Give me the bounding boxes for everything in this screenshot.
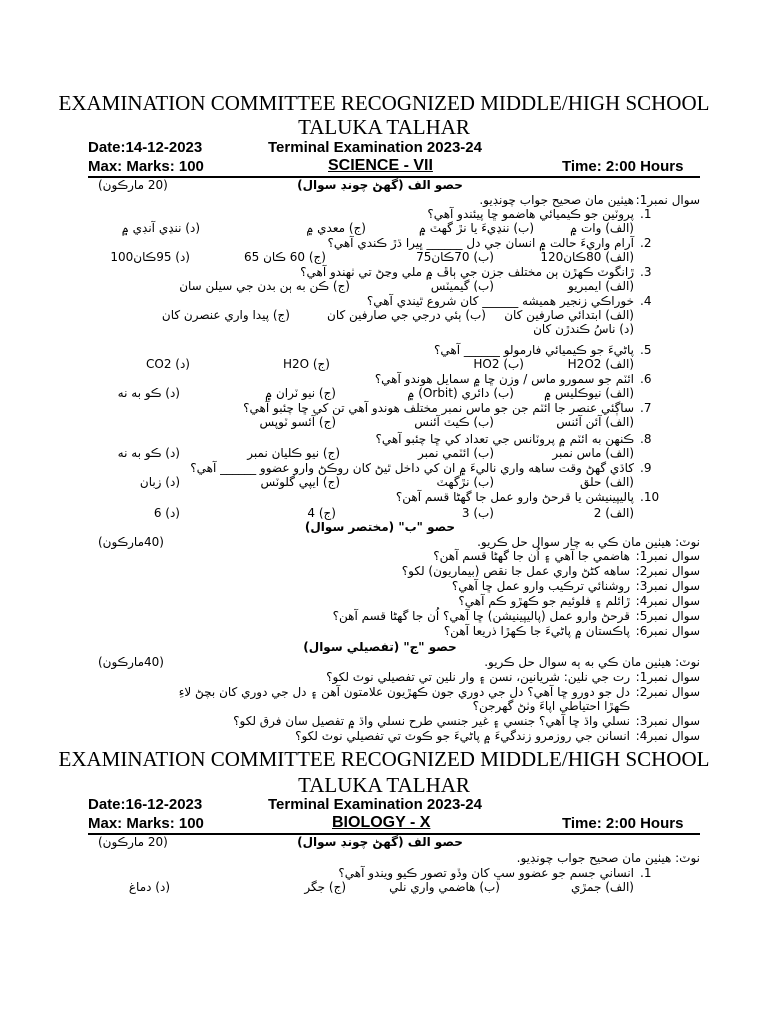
mcq-question: ڪنهن به ائٽم ۾ پروٽانس جي تعداد کي ڇا چئبو آهي؟ — [375, 432, 634, 446]
long-question: دل جو دورو ڇا آهي؟ دل جي دوري جون ڪهڙيون علامتون آهن ۽ دل جي دوري کان بچڻ لاءِ — [178, 685, 630, 699]
mcq-question: انساني جسم جو عضوو سڀ کان وڏو تصور ڪيو ويندو آهي؟ — [338, 866, 634, 880]
mcq-option-d: (د) ناسُ ڪندڙن کان — [533, 322, 634, 336]
school-header-line2: TALUKA TALHAR — [298, 773, 470, 797]
school-header-line1: EXAMINATION COMMITTEE RECOGNIZED MIDDLE/HIGH SCHOOL — [58, 91, 710, 115]
mcq-number: .10 — [640, 490, 660, 504]
mcq-option-d: (د) CO2 — [146, 357, 190, 371]
subject-title: BIOLOGY - X — [332, 814, 431, 831]
short-question-label: سوال نمبر6: — [635, 624, 700, 638]
section-c-title: حصو "ج" (تفصيلي سوال) — [303, 640, 457, 654]
subject-title: SCIENCE - VII — [328, 157, 433, 174]
mcq-option-c: (ج) جگر — [304, 880, 346, 894]
mcq-question: آرام واريءَ حالت ۾ انسان جي دل ______ ڀيرا ڌڙ ڪندي آهي؟ — [327, 236, 634, 250]
mcq-number: .1 — [640, 207, 652, 221]
mcq-option-c: (ج) 60 ڪان 65 — [243, 250, 326, 264]
mcq-option-d: (د) زبان — [139, 475, 180, 489]
exam-name: Terminal Examination 2023-24 — [268, 139, 482, 156]
mcq-number: .3 — [640, 265, 652, 279]
mcq-option-a: (الف) 2 — [593, 506, 634, 520]
section-c-note: نوٽ: هيٺين مان ڪي به ٻه سوال حل ڪريو. — [484, 655, 700, 669]
long-question: رت جي نلين: شريانين، نسن ۽ وار نلين تي تفصيلي نوٽ لکو؟ — [326, 670, 630, 684]
mcq-option-d: (د) 95ڪان100 — [110, 250, 190, 264]
mcq-option-a: (الف) H2O2 — [567, 357, 634, 371]
mcq-number: .9 — [640, 461, 652, 475]
mcq-option-c: (ج) H2O — [282, 357, 330, 371]
mcq-option-d: (د) دماغ — [128, 880, 170, 894]
mcq-question: ساڳئي عنصر جا ائٽم جن جو ماس نمبر مختلف هوندو آهي تن کي ڇا چئبو آهي؟ — [243, 401, 634, 415]
mcq-number: .2 — [640, 236, 652, 250]
mcq-option-a: (الف) وات ۾ — [570, 221, 634, 235]
mcq-number: .1 — [640, 866, 652, 880]
mcq-option-a: (الف) ماس نمبر — [552, 446, 634, 460]
section-b-title: حصو "ب" (مختصر سوال) — [304, 520, 456, 534]
exam-name: Terminal Examination 2023-24 — [268, 796, 482, 813]
mcq-number: .7 — [640, 401, 652, 415]
short-question: هاضمي جا آهي ۽ اُن جا گهڻا قسم آهن؟ — [433, 549, 630, 563]
exam-time: Time: 2:00 Hours — [562, 158, 684, 175]
mcq-option-d: (د) ڪو به نه — [117, 446, 180, 460]
section-a-instruction: هيٺين مان صحيح جواب چونڊيو. — [479, 193, 634, 207]
mcq-option-b: (ب) 3 — [461, 506, 494, 520]
mcq-question: پاڻيءَ جو ڪيميائي فارمولو ______ آهي؟ — [434, 343, 634, 357]
mcq-option-b: (ب) ننڍيءَ يا نڙ گهٽ ۾ — [418, 221, 534, 235]
short-question: قرحڻ وارو عمل (پاليپينيشن) ڇا آهي؟ اُن جا گهڻا قسم آهن؟ — [332, 609, 630, 623]
short-question-label: سوال نمبر1: — [635, 549, 700, 563]
long-question-label: سوال نمبر1: — [635, 670, 700, 684]
mcq-option-b: (ب) ٻئي درجي جي صارفين کان — [327, 308, 486, 322]
mcq-option-a: (الف) 80ڪان120 — [540, 250, 634, 264]
mcq-option-c: (ج) ايپي گلوٽس — [260, 475, 340, 489]
mcq-option-a: (الف) حلق — [580, 475, 634, 489]
mcq-option-c: (ج) 4 — [307, 506, 336, 520]
mcq-question: پروٽين جو ڪيميائي هاضمو ڇا پيئندو آهي؟ — [427, 207, 634, 221]
mcq-option-a: (الف) ابتدائي صارفين کان — [504, 308, 634, 322]
mcq-question: کاڌي گهڻ وقت ساهه واري ناليءَ ۾ ان کي داخل ٿيڻ کان روڪڻ وارو عضوو ______ آهي؟ — [190, 461, 634, 475]
short-question-label: سوال نمبر5: — [635, 609, 700, 623]
mcq-option-b: (ب) هاضمي واري نلي — [389, 880, 500, 894]
short-question: ڙائلم ۽ فلوئيم جو ڪهڙو ڪم آهي؟ — [458, 594, 630, 608]
long-question-continued: ڪهڙا احتياطي اپاءَ وٺڻ گهرجن؟ — [472, 699, 630, 713]
mcq-number: .6 — [640, 372, 652, 386]
mcq-option-b: (ب) گيميٽس — [430, 279, 494, 293]
mcq-option-c: (ج) ڪن به ٻن بدن جي سيلن سان — [179, 279, 350, 293]
mcq-option-b: (ب) HO2 — [473, 357, 524, 371]
mcq-number: .4 — [640, 294, 652, 308]
mcq-option-a: (الف) جمڙي — [571, 880, 634, 894]
mcq-option-b: (ب) ائٽمي نمبر — [417, 446, 494, 460]
mcq-option-a: (الف) نيوڪليس ۾ — [544, 386, 634, 400]
exam-date: Date:14-12-2023 — [88, 139, 203, 156]
exam-time: Time: 2:00 Hours — [562, 815, 684, 832]
section-c-marks: (40مارڪون) — [98, 655, 164, 669]
mcq-question: ڙانگوٽ ڪهڙن ٻن مختلف جزن جي ٻاڦ ۾ ملي وڃڻ تي ٺهندو آهي؟ — [300, 265, 634, 279]
short-question-label: سوال نمبر2: — [635, 564, 700, 578]
mcq-number: .8 — [640, 432, 652, 446]
mcq-option-c: (ج) پيدا واري عنصرن کان — [161, 308, 290, 322]
max-marks: Max: Marks: 100 — [88, 815, 204, 832]
mcq-option-d: (د) ڪو به نه — [117, 386, 180, 400]
mcq-option-b: (ب) ڪيٽ آئنس — [414, 415, 494, 429]
section-a-title: حصو الف (گهڻ چونڊ سوال) — [297, 178, 463, 192]
school-header-line1: EXAMINATION COMMITTEE RECOGNIZED MIDDLE/HIGH SCHOOL — [58, 747, 710, 771]
mcq-option-d: (د) 6 — [153, 506, 180, 520]
mcq-option-a: (الف) ايمبريو — [568, 279, 634, 293]
section-a-title: حصو الف (گهڻ چونڊ سوال) — [297, 835, 463, 849]
section-b-note: نوٽ: هيٺين مان ڪي به چار سوال حل ڪريو. — [477, 535, 700, 549]
section-a-marks: (20 مارڪون) — [98, 178, 168, 192]
long-question: انسانن جي روزمرو زندگيءَ ۾ پاڻيءَ جو ڪوٽ تي تفصيلي نوٽ لکو؟ — [295, 729, 630, 743]
mcq-question: پاليپينيشن يا قرحڻ وارو عمل جا گهڻا قسم آهن؟ — [395, 490, 634, 504]
mcq-option-b: (ب) نڙگهٽ — [436, 475, 494, 489]
mcq-number: .5 — [640, 343, 652, 357]
mcq-option-a: (الف) آئن آئنس — [556, 415, 634, 429]
mcq-option-b: (ب) دائري (Orbit) ۾ — [407, 386, 514, 400]
long-question-label: سوال نمبر2: — [635, 685, 700, 699]
section-a-note: نوٽ: هيٺين مان صحيح جواب چونڊيو. — [516, 851, 700, 865]
short-question-label: سوال نمبر3: — [635, 579, 700, 593]
mcq-question: خوراڪي زنجير هميشه ______ کان شروع ٿيندي آهي؟ — [366, 294, 634, 308]
short-question-label: سوال نمبر4: — [635, 594, 700, 608]
question-label: سوال نمبر1: — [635, 193, 700, 207]
section-b-marks: (40مارڪون) — [98, 535, 164, 549]
short-question: ساهه کڻڻ واري عمل جا نقص (بيماريون) لکو؟ — [401, 564, 630, 578]
exam-date: Date:16-12-2023 — [88, 796, 203, 813]
mcq-option-c: (ج) نيو ڪليان نمبر — [247, 446, 340, 460]
long-question: نسلي واڌ ڇا آهي؟ جنسي ۽ غير جنسي طرح نسلي واڌ ۾ تفصيل سان فرق لکو؟ — [233, 714, 630, 728]
short-question: پاڪستان ۾ پاڻيءَ جا ڪهڙا ذريعا آهن؟ — [443, 624, 630, 638]
long-question-label: سوال نمبر4: — [635, 729, 700, 743]
mcq-option-c: (ج) نيو ٽران ۾ — [265, 386, 336, 400]
mcq-option-d: (د) ننڍي آنڊي ۾ — [121, 221, 200, 235]
long-question-label: سوال نمبر3: — [635, 714, 700, 728]
school-header-line2: TALUKA TALHAR — [298, 115, 470, 139]
section-a-marks: (20 مارڪون) — [98, 835, 168, 849]
short-question: روشنائي ترڪيب وارو عمل ڇا آهي؟ — [451, 579, 630, 593]
max-marks: Max: Marks: 100 — [88, 158, 204, 175]
mcq-option-c: (ج) معدي ۾ — [306, 221, 366, 235]
mcq-question: ائٽم جو سمورو ماس / وزن ڇا ۾ سمايل هوندو آهي؟ — [374, 372, 634, 386]
mcq-option-b: (ب) 70ڪان75 — [416, 250, 494, 264]
mcq-option-c: (ج) آئسو ٽوپس — [259, 415, 336, 429]
